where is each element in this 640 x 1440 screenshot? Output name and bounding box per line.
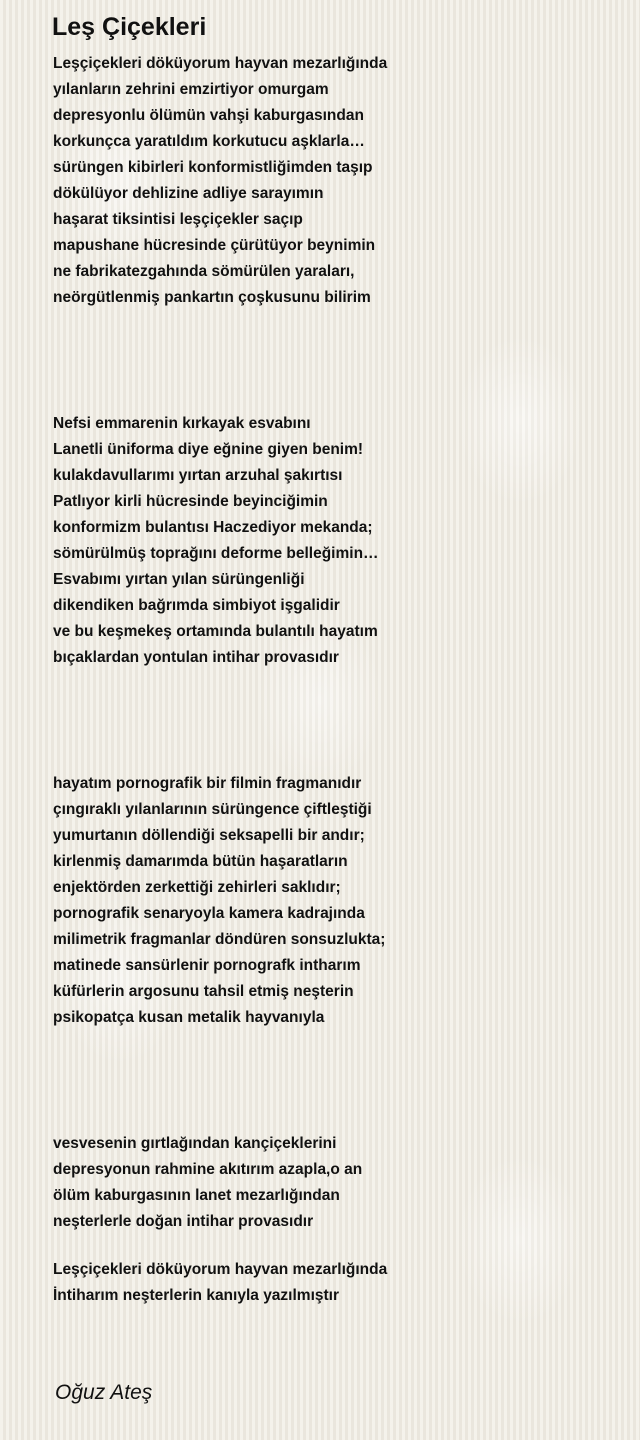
poem-line: Esvabımı yırtan yılan sürüngenliği [53, 571, 305, 588]
poem-line: dikendiken bağrımda simbiyot işgalidir [53, 597, 340, 614]
poem-line: kulakdavullarımı yırtan arzuhal şakırtısı [53, 467, 343, 484]
stanza [53, 411, 623, 671]
poem-line: sürüngen kibirleri konformistliğimden taşıp [53, 159, 373, 176]
poem-line: depresyonun rahmine akıtırım azapla,o an [53, 1161, 363, 1178]
stanza [53, 771, 623, 1031]
poem-line: Lanetli üniforma diye eğnine giyen benim! [53, 441, 364, 458]
stanza [53, 1257, 623, 1309]
poem-line: dökülüyor dehlizine adliye sarayımın [53, 185, 324, 202]
poem-line: Nefsi emmarenin kırkayak esvabını [53, 415, 311, 432]
poem-line: İntiharım neşterlerin kanıyla yazılmıştır [53, 1287, 340, 1304]
poem-line: Leşçiçekleri döküyorum hayvan mezarlığında [53, 1261, 388, 1278]
poem-line: psikopatça kusan metalik hayvanıyla [53, 1009, 325, 1026]
poem-line: Patlıyor kirli hücresinde beyinciğimin [53, 493, 328, 510]
poem-line: konformizm bulantısı Haczediyor mekanda; [53, 519, 373, 536]
stanza [53, 51, 623, 311]
poem-line: mapushane hücresinde çürütüyor beynimin [53, 237, 376, 254]
poem-line: kirlenmiş damarımda bütün haşaratların [53, 853, 348, 870]
poem-line: pornografik senaryoyla kamera kadrajında [53, 905, 365, 922]
poem-line: haşarat tiksintisi leşçiçekler saçıp [53, 211, 303, 228]
poem-line: ölüm kaburgasının lanet mezarlığından [53, 1187, 340, 1204]
poem-line: yumurtanın döllendiği seksapelli bir andır; [53, 827, 365, 844]
poem-line: ne fabrikatezgahında sömürülen yaraları, [53, 263, 355, 280]
poem-line: matinede sansürlenir pornografk intharım [53, 957, 361, 974]
poem-line: küfürlerin argosunu tahsil etmiş neşterin [53, 983, 354, 1000]
poem-line: çıngıraklı yılanlarının sürüngence çiftleştiği [53, 801, 372, 818]
poem-author: Oğuz Ateş [55, 1381, 153, 1404]
poem-body [53, 51, 623, 1309]
poem-line: korkunçca yaratıldım korkutucu aşklarla… [53, 133, 365, 150]
poem-line: neşterlerle doğan intihar provasıdır [53, 1213, 314, 1230]
poem-line: vesvesenin gırtlağından kançiçeklerini [53, 1135, 337, 1152]
poem-line: hayatım pornografik bir filmin fragmanıdır [53, 775, 362, 792]
poem-line: yılanların zehrini emzirtiyor omurgam [53, 81, 329, 98]
poem-line: enjektörden zerkettiği zehirleri saklıdır; [53, 879, 341, 896]
poem-line: depresyonlu ölümün vahşi kaburgasından [53, 107, 364, 124]
poem-line: bıçaklardan yontulan intihar provasıdır [53, 649, 339, 666]
poem-line: neörgütlenmiş pankartın çoşkusunu bilirim [53, 289, 371, 306]
poem-line: sömürülmüş toprağını deforme belleğimin… [53, 545, 379, 562]
poem-line: ve bu keşmekeş ortamında bulantılı hayatım [53, 623, 378, 640]
poem-title: Leş Çiçekleri [52, 13, 207, 41]
poem-line: Leşçiçekleri döküyorum hayvan mezarlığında [53, 55, 388, 72]
stanza [53, 1131, 623, 1235]
poem-line: milimetrik fragmanlar döndüren sonsuzlukta; [53, 931, 386, 948]
